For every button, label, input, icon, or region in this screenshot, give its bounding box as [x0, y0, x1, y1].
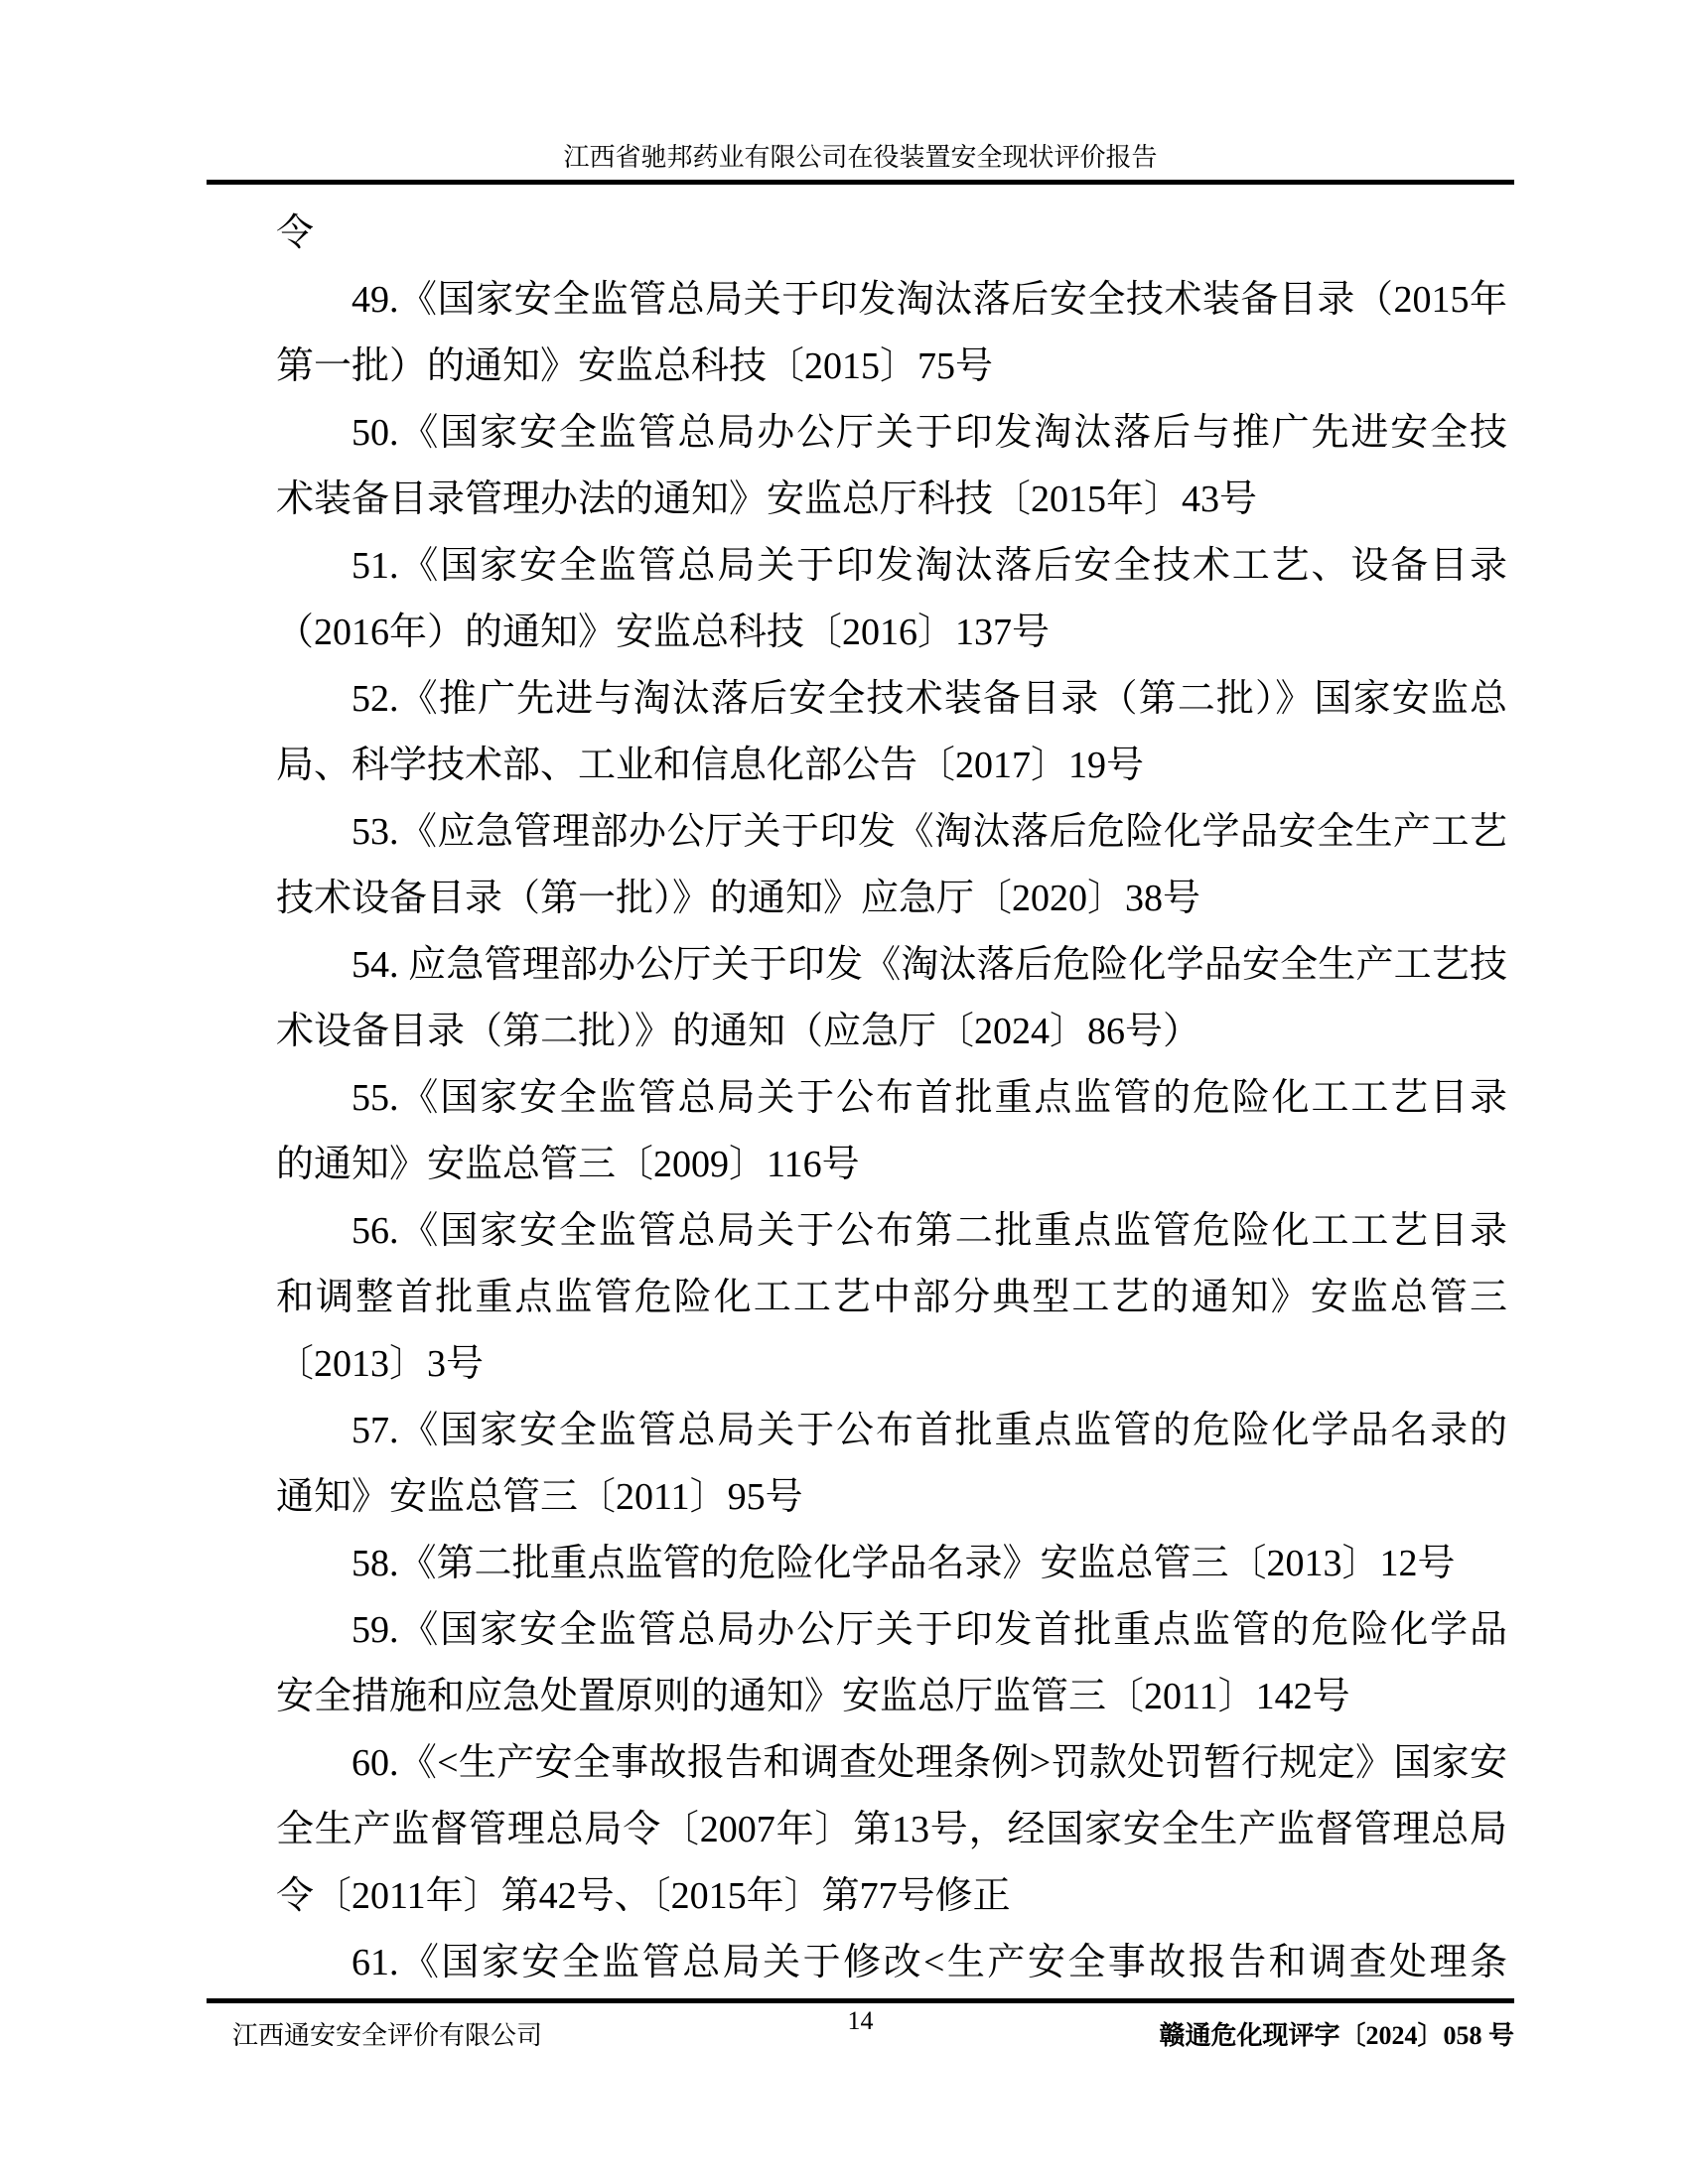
reference-line: 〔2013〕3号 [276, 1343, 485, 1385]
reference-line: 术设备目录（第二批）》的通知（应急厅〔2024〕86号） [276, 1011, 1201, 1052]
reference-line: 通知》安监总管三〔2011〕95号 [276, 1476, 803, 1518]
reference-line: 52.《推广先进与淘汰落后安全技术装备目录（第二批）》国家安监总 [352, 678, 1507, 720]
reference-line: 59.《国家安全监管总局办公厅关于印发首批重点监管的危险化学品 [352, 1609, 1507, 1651]
page-header-title: 江西省驰邦药业有限公司在役装置安全现状评价报告 [563, 143, 1158, 172]
reference-line: 的通知》安监总管三〔2009〕116号 [276, 1144, 860, 1185]
footer-company-name: 江西通安安全评价有限公司 [232, 2021, 543, 2050]
footer-document-number: 赣通危化现评字〔2024〕058 号 [1159, 2021, 1514, 2050]
reference-line: （2016年）的通知》安监总科技〔2016〕137号 [276, 612, 1051, 653]
reference-line: 术装备目录管理办法的通知》安监总厅科技〔2015年〕43号 [276, 478, 1258, 520]
reference-line: 令〔2011年〕第42号、〔2015年〕第77号修正 [276, 1875, 1011, 1917]
reference-line: 和调整首批重点监管危险化工工艺中部分典型工艺的通知》安监总管三 [276, 1277, 1507, 1318]
reference-line: 49.《国家安全监管总局关于印发淘汰落后安全技术装备目录（2015年 [352, 279, 1507, 321]
footer-rule [207, 1998, 1514, 2003]
reference-line: 58.《第二批重点监管的危险化学品名录》安监总管三〔2013〕12号 [352, 1543, 1456, 1584]
page-number: 14 [847, 2006, 874, 2035]
reference-line: 61.《国家安全监管总局关于修改<生产安全事故报告和调查处理条 [352, 1942, 1507, 1983]
reference-line: 56.《国家安全监管总局关于公布第二批重点监管危险化工工艺目录 [352, 1210, 1507, 1252]
reference-line: 53.《应急管理部办公厅关于印发《淘汰落后危险化学品安全生产工艺 [352, 811, 1507, 853]
reference-line: 全生产监督管理总局令〔2007年〕第13号，经国家安全生产监督管理总局 [276, 1809, 1507, 1850]
reference-list [276, 201, 1507, 1996]
reference-line: 局、科学技术部、工业和信息化部公告〔2017〕19号 [276, 745, 1145, 786]
reference-line: 57.《国家安全监管总局关于公布首批重点监管的危险化学品名录的 [352, 1410, 1507, 1451]
header-rule [207, 180, 1514, 185]
reference-line: 50.《国家安全监管总局办公厅关于印发淘汰落后与推广先进安全技 [352, 412, 1507, 454]
reference-line: 令 [276, 212, 315, 254]
reference-line: 60.《<生产安全事故报告和调查处理条例>罚款处罚暂行规定》国家安 [352, 1742, 1507, 1784]
reference-line: 51.《国家安全监管总局关于印发淘汰落后安全技术工艺、设备目录 [352, 545, 1507, 587]
reference-line: 55.《国家安全监管总局关于公布首批重点监管的危险化工工艺目录 [352, 1077, 1507, 1119]
reference-line: 安全措施和应急处置原则的通知》安监总厅监管三〔2011〕142号 [276, 1676, 1350, 1717]
reference-line: 54. 应急管理部办公厅关于印发《淘汰落后危险化学品安全生产工艺技 [352, 944, 1507, 986]
reference-line: 第一批）的通知》安监总科技〔2015〕75号 [276, 345, 994, 387]
reference-line: 技术设备目录（第一批）》的通知》应急厅〔2020〕38号 [276, 878, 1201, 919]
